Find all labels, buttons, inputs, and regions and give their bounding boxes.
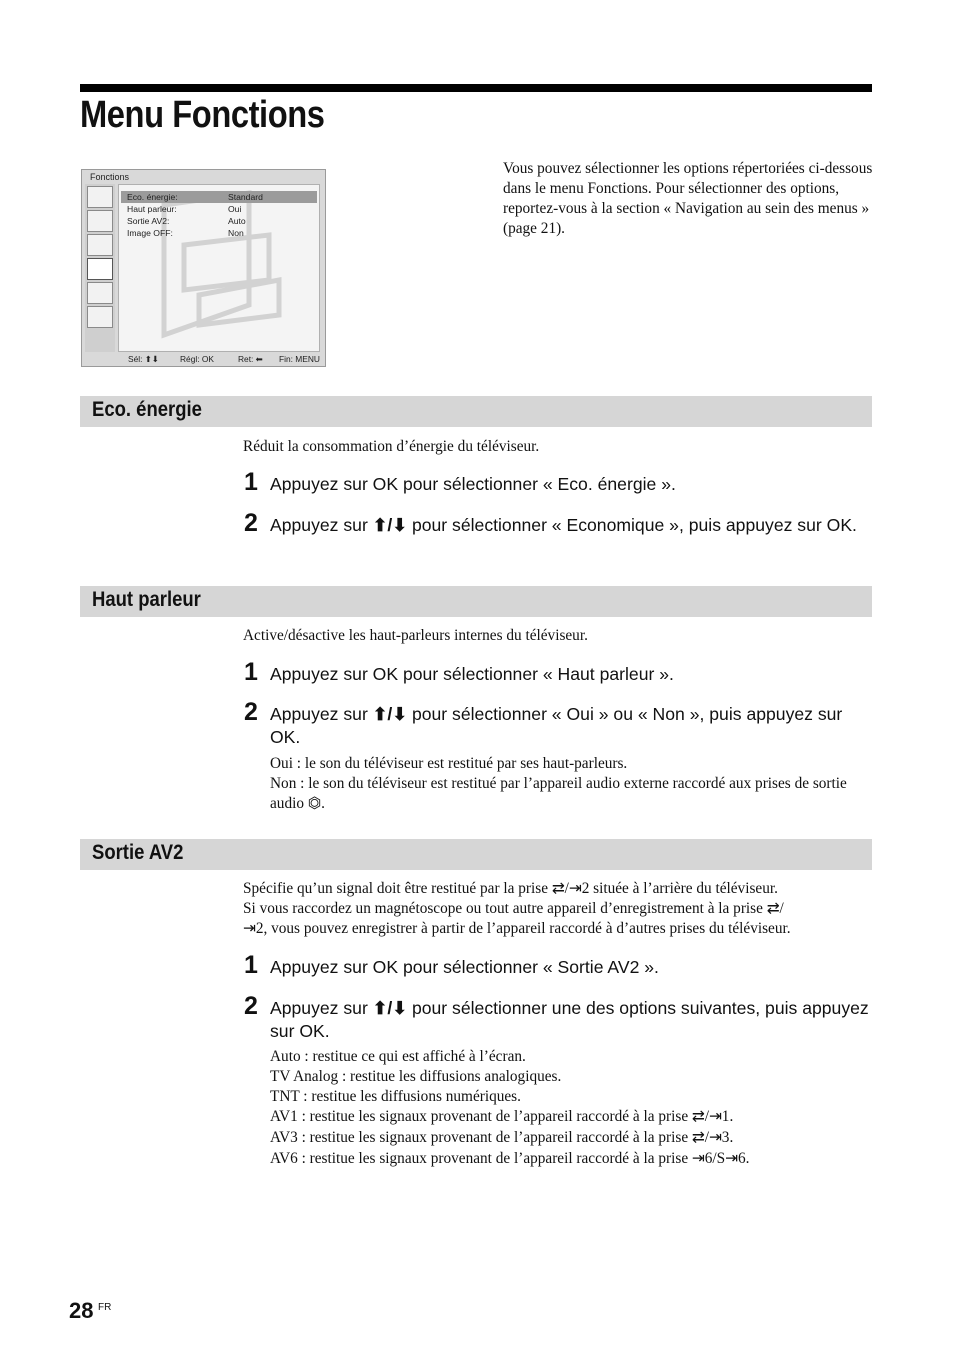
intro-text: Vous pouvez sélectionner les options répertoriées ci-dessous dans le menu Fonctions. Pour sélectionner des options, reportez-vous à la section « Navigation au sein des menus » (page 21). [503,160,873,237]
sortie-option: AV3 : restitue les signaux provenant de l’appareil raccordé à la prise ⇄/⇥3. [270,1129,734,1146]
sound-icon [87,210,113,232]
haut-step2: Appuyez sur ⬆/⬇ pour sélectionner « Oui » ou « Non », puis appuyez sur OK. [270,704,843,747]
eco-description: Réduit la consommation d’énergie du téléviseur. [243,438,540,455]
up-down-arrow-icon: ⬆/⬇ [372,998,408,1018]
section-heading-haut: Haut parleur [80,586,872,617]
step-number: 2 [244,992,258,1020]
page-number: 28 [69,1298,94,1323]
step-number: 1 [244,658,258,686]
sortie-description-2: Si vous raccordez un magnétoscope ou tout autre appareil d’enregistrement à la prise ⇄/ [243,900,784,917]
menu-icon-column [85,184,115,352]
clock-icon [87,282,113,304]
picture-icon [87,186,113,208]
screen-icon [87,234,113,256]
sortie-step1: Appuyez sur OK pour sélectionner « Sortie AV2 ». [270,957,659,977]
page-title: Menu Fonctions [80,94,325,136]
menu-footer [82,352,325,366]
setup-icon [87,306,113,328]
step-number: 1 [244,468,258,496]
step-number: 2 [244,698,258,726]
up-down-arrow-icon: ⬆/⬇ [372,704,408,724]
section-heading-eco: Eco. énergie [80,396,872,427]
haut-description: Active/désactive les haut-parleurs internes du téléviseur. [243,627,588,644]
title-rule [80,84,872,92]
step-number: 1 [244,951,258,979]
sortie-description-3: ⇥2, vous pouvez enregistrer à partir de l’appareil raccordé à d’autres prises du téléviseur. [243,920,791,937]
menu-foot-fin: Fin: MENU [279,354,320,364]
menu-row-sortie: Sortie AV2: Auto [127,216,246,226]
sortie-option: AV6 : restitue les signaux provenant de l’appareil raccordé à la prise ⇥6/S⇥6. [270,1150,750,1167]
sortie-option: TNT : restitue les diffusions numériques. [270,1088,521,1105]
menu-foot-regl: Régl: OK [180,354,214,364]
section-heading-sortie: Sortie AV2 [80,839,872,870]
menu-row-image: Image OFF: Non [127,228,244,238]
sortie-option: TV Analog : restitue les diffusions analogiques. [270,1068,562,1085]
menu-row-eco: Eco. énergie: Standard [121,191,317,203]
sortie-option: AV1 : restitue les signaux provenant de l’appareil raccordé à la prise ⇄/⇥1. [270,1108,734,1125]
menu-panel [118,184,320,352]
up-down-arrow-icon: ⬆/⬇ [372,515,408,535]
menu-foot-sel: Sél: ⬆⬇ [128,354,159,364]
haut-note-oui: Oui : le son du téléviseur est restitué par ses haut-parleurs. [270,755,628,772]
menu-screenshot [81,169,326,367]
menu-screen-title: Fonctions [90,172,130,182]
haut-note-non: Non : le son du téléviseur est restitué par l’appareil audio externe raccordé aux prises de sortie audio ⏣. [270,775,847,812]
page-language: FR [98,1302,112,1313]
sortie-step2: Appuyez sur ⬆/⬇ pour sélectionner une des options suivantes, puis appuyez sur OK. [270,998,869,1041]
menu-row-haut: Haut parleur: Oui [127,204,242,214]
sortie-description-1: Spécifie qu’un signal doit être restitué par la prise ⇄/⇥2 située à l’arrière du téléviseur. [243,880,778,897]
features-icon [87,258,113,280]
menu-foot-ret: Ret: ⬅ [238,354,263,364]
eco-step1: Appuyez sur OK pour sélectionner « Eco. énergie ». [270,474,676,494]
eco-step2: Appuyez sur ⬆/⬇ pour sélectionner « Economique », puis appuyez sur OK. [270,515,857,535]
sortie-option: Auto : restitue ce qui est affiché à l’écran. [270,1048,526,1065]
step-number: 2 [244,509,258,537]
haut-step1: Appuyez sur OK pour sélectionner « Haut parleur ». [270,664,674,684]
